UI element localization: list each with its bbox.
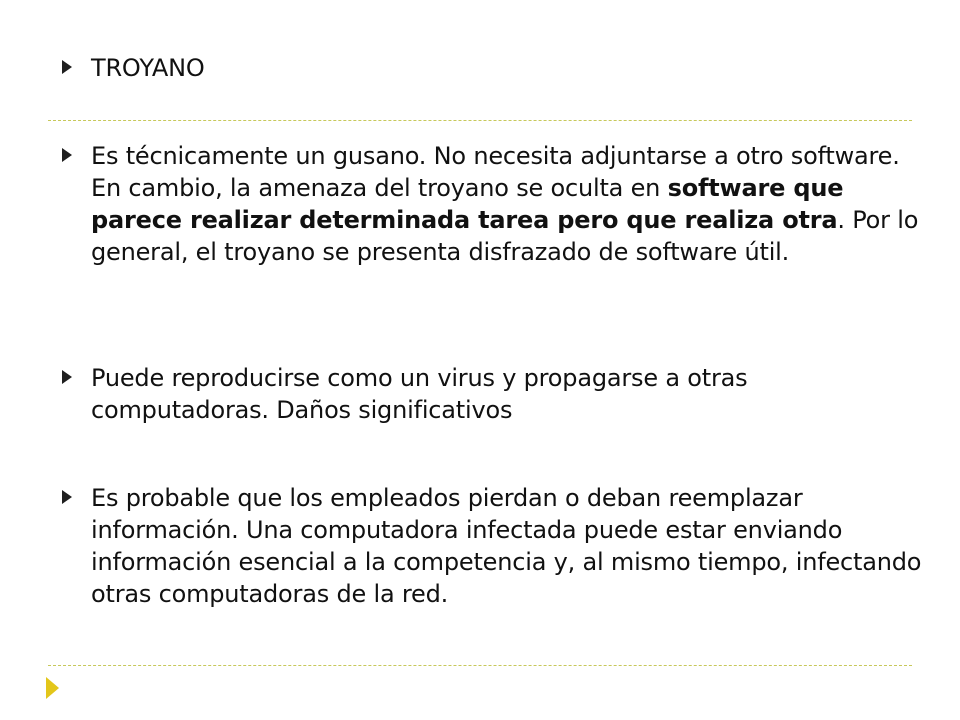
bottom-divider <box>48 665 912 666</box>
bullet-paragraph-3: Es probable que los empleados pierdan o deban reemplazar información. Una computadora infectada puede estar enviando información esencial a la competencia y, al mismo tiempo, infectando otras computadoras de la red. <box>91 484 922 608</box>
top-divider <box>48 120 912 121</box>
slide-title: TROYANO <box>91 54 205 82</box>
triangle-bullet-icon <box>62 490 74 504</box>
triangle-bullet-icon <box>62 148 74 162</box>
paragraph-1-bold: software que parece realizar determinada tarea pero que realiza otra <box>91 174 844 234</box>
paragraph-1-end: . Por lo general, el troyano se presenta disfrazado de software útil. <box>91 206 919 266</box>
triangle-bullet-icon <box>62 60 74 74</box>
triangle-bullet-icon <box>62 370 74 384</box>
triangle-marker-icon <box>46 677 60 699</box>
bullet-paragraph-1 <box>91 140 931 268</box>
bullet-paragraph-2: Puede reproducirse como un virus y propagarse a otras computadoras. Daños significativos <box>91 364 748 424</box>
paragraph-1-start: Es técnicamente un gusano. No necesita adjuntarse a otro software. En cambio, la amenaza del troyano se oculta en <box>91 142 900 202</box>
